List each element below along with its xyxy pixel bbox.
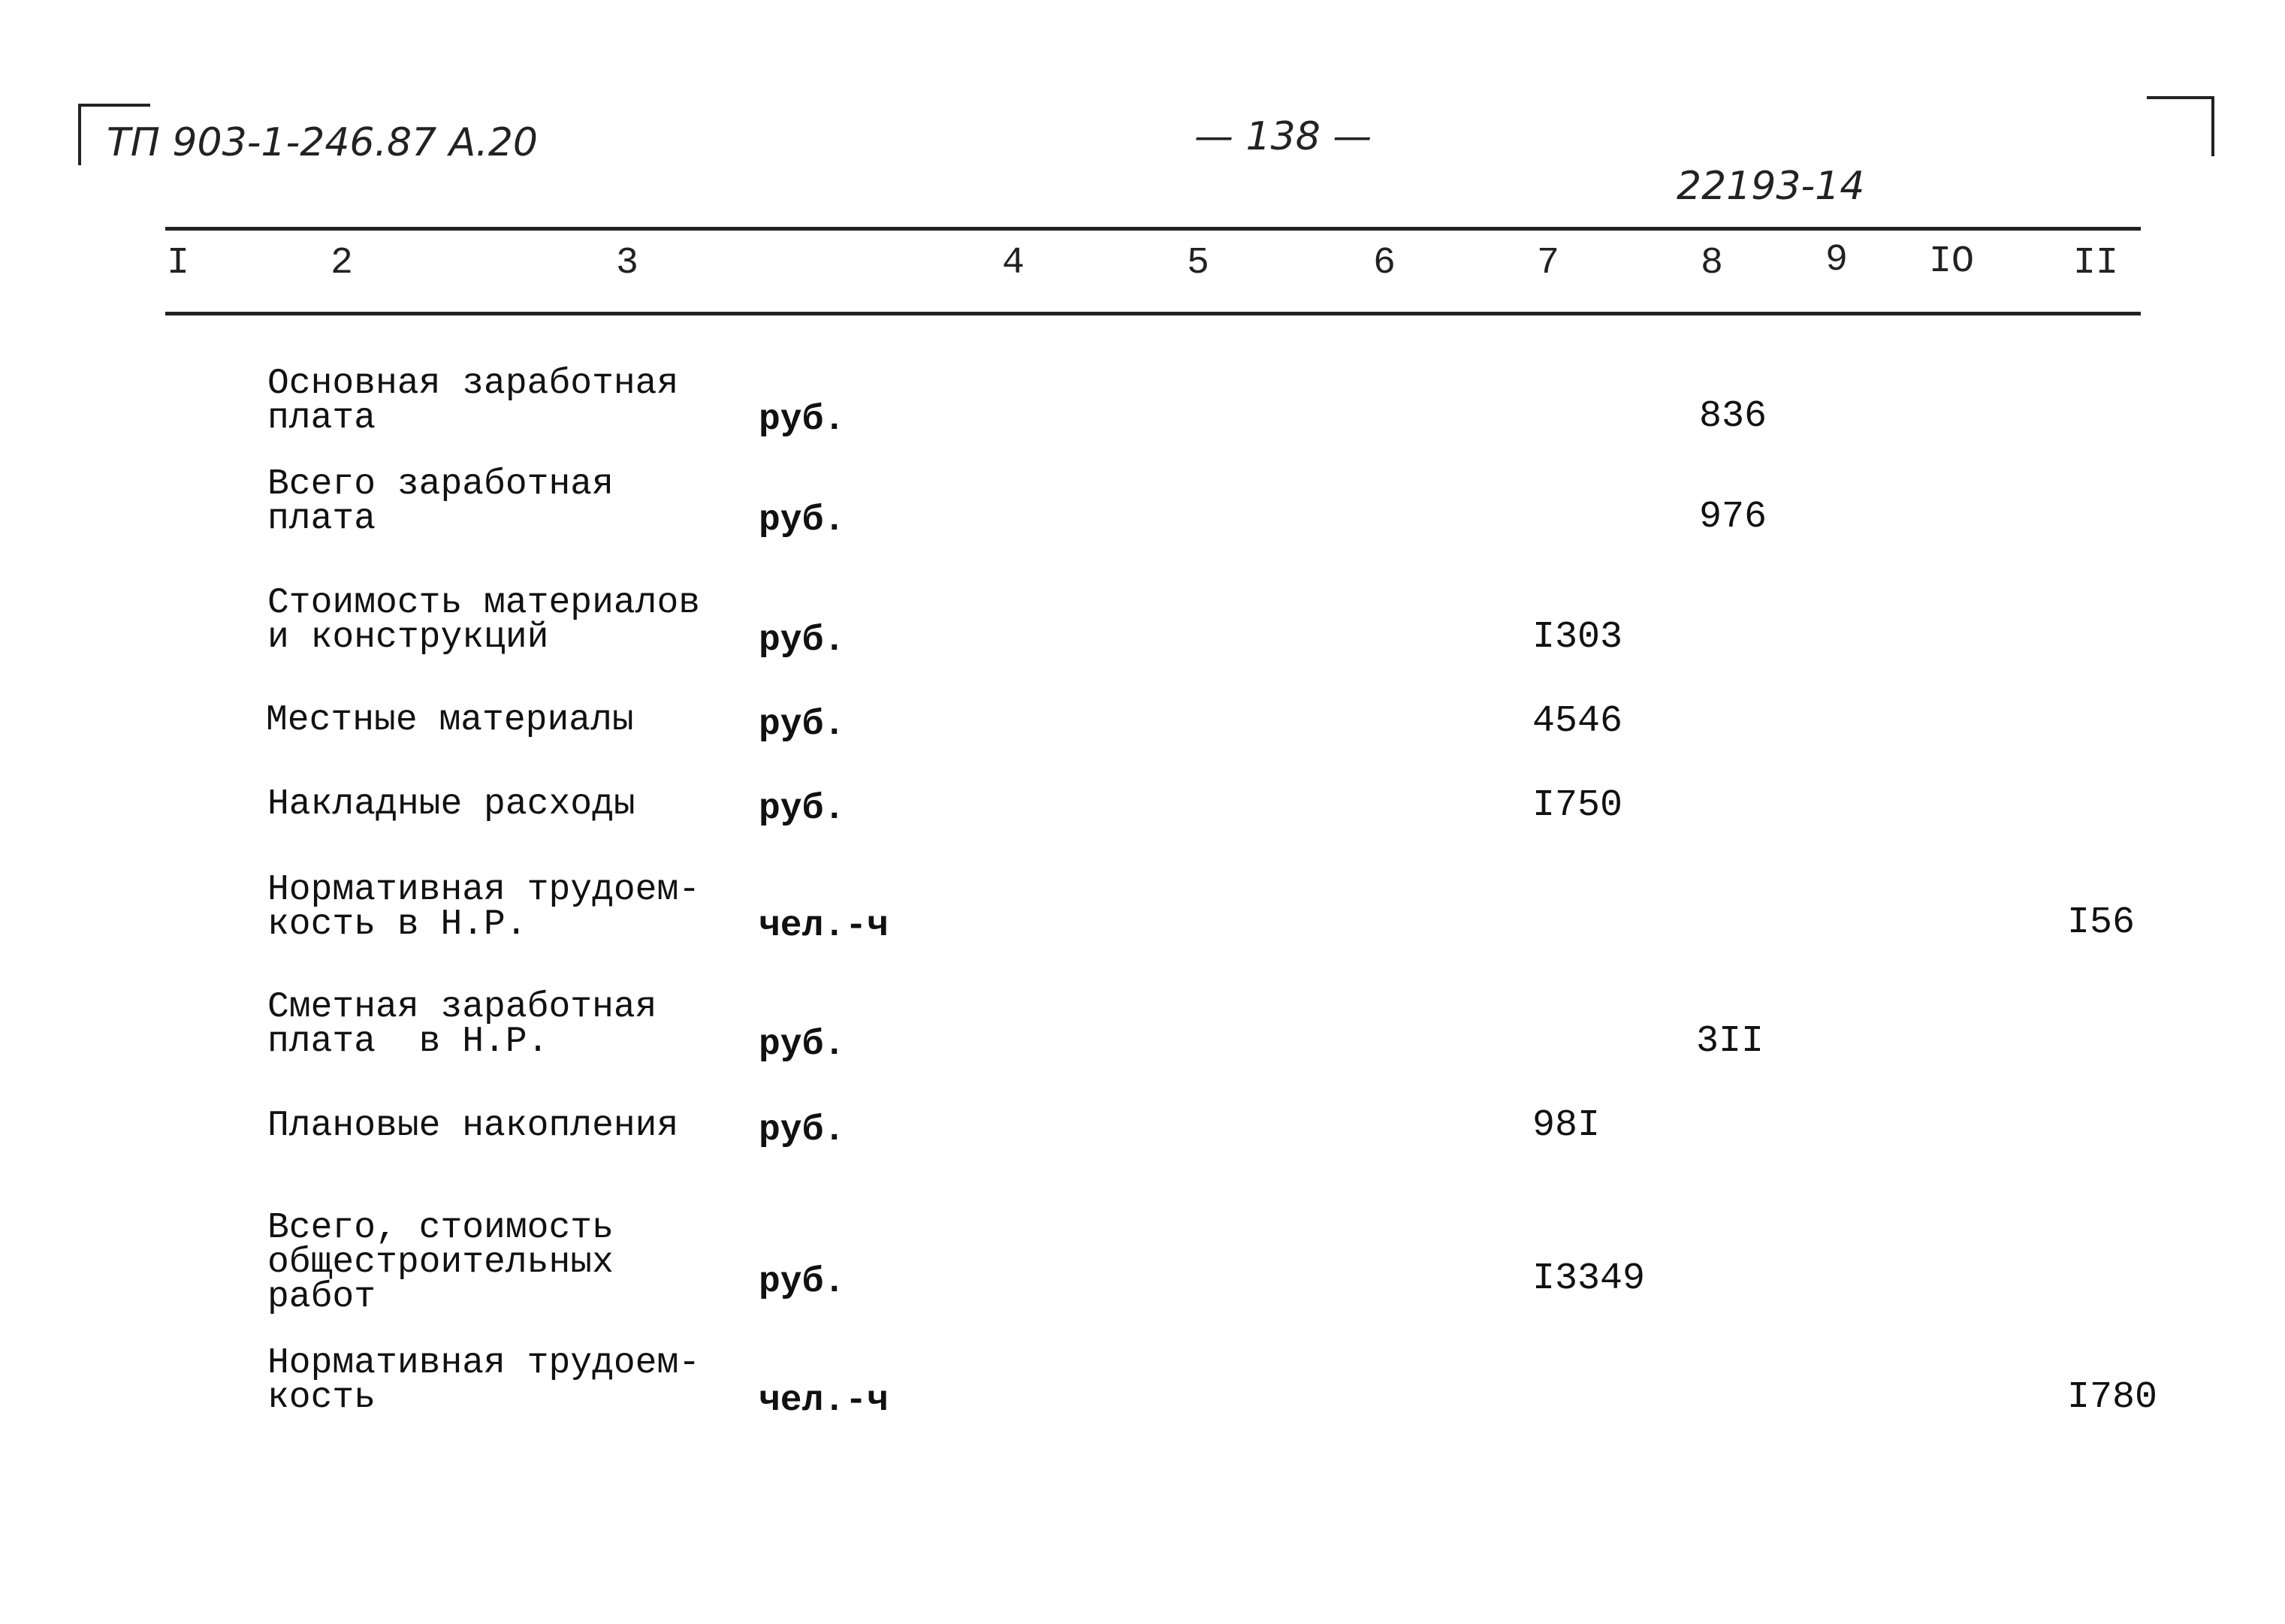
column-header-4: 4	[1002, 242, 1025, 285]
row-value: 836	[1699, 395, 1767, 438]
row-label: Сметная заработная плата в Н.Р.	[267, 987, 657, 1062]
row-unit: чел.-ч	[759, 1381, 889, 1421]
row-unit: руб.	[759, 1262, 846, 1303]
column-header-9: 9	[1825, 239, 1849, 282]
row-value: I750	[1532, 784, 1623, 827]
row-value: 98I	[1532, 1104, 1601, 1147]
row-label: Основная заработная плата	[267, 364, 679, 439]
row-unit: чел.-ч	[759, 906, 889, 946]
stamp-number: 22193-14	[1677, 164, 1865, 209]
row-label: Нормативная трудоем- кость в Н.Р.	[267, 870, 701, 945]
column-header-3: 3	[616, 242, 639, 285]
column-header-2: 2	[331, 242, 354, 285]
row-unit: руб.	[759, 620, 846, 661]
row-unit: руб.	[759, 705, 846, 745]
column-header-10: IO	[1929, 240, 1975, 283]
row-label: Накладные расходы	[267, 784, 635, 825]
column-header-5: 5	[1187, 242, 1210, 285]
row-value: 976	[1699, 496, 1767, 539]
row-label: Плановые накопления	[267, 1106, 679, 1146]
table-top-rule	[165, 227, 2141, 231]
column-header-6: 6	[1373, 242, 1396, 285]
row-unit: руб.	[759, 400, 846, 440]
row-value: I780	[2067, 1376, 2158, 1419]
corner-mark-right-vertical	[2211, 96, 2214, 156]
page-number: — 138 —	[1194, 114, 1372, 159]
row-unit: руб.	[759, 789, 846, 829]
corner-mark-left-vertical	[78, 104, 81, 165]
row-value: I3349	[1532, 1257, 1646, 1300]
row-value: 4546	[1532, 700, 1623, 743]
row-value: 3II	[1696, 1020, 1764, 1063]
row-label: Всего, стоимость общестроительных работ	[267, 1208, 614, 1318]
column-header-11: II	[2073, 242, 2119, 285]
row-value: I56	[2067, 901, 2136, 944]
row-unit: руб.	[759, 1110, 846, 1151]
row-unit: руб.	[759, 500, 846, 541]
row-label: Стоимость материалов и конструкций	[267, 583, 701, 658]
column-header-8: 8	[1701, 242, 1724, 285]
document-code: ТП 903-1-246.87 А.20	[107, 120, 539, 165]
corner-mark-left-horizontal	[78, 104, 150, 107]
corner-mark-right-horizontal	[2147, 96, 2214, 99]
table-header-rule	[165, 312, 2141, 315]
column-header-1: I	[167, 242, 190, 285]
row-label: Нормативная трудоем- кость	[267, 1343, 701, 1418]
row-label: Всего заработная плата	[267, 464, 614, 539]
column-header-7: 7	[1537, 242, 1560, 285]
row-value: I303	[1532, 616, 1623, 659]
row-unit: руб.	[759, 1025, 846, 1065]
row-label: Местные материалы	[266, 700, 634, 741]
